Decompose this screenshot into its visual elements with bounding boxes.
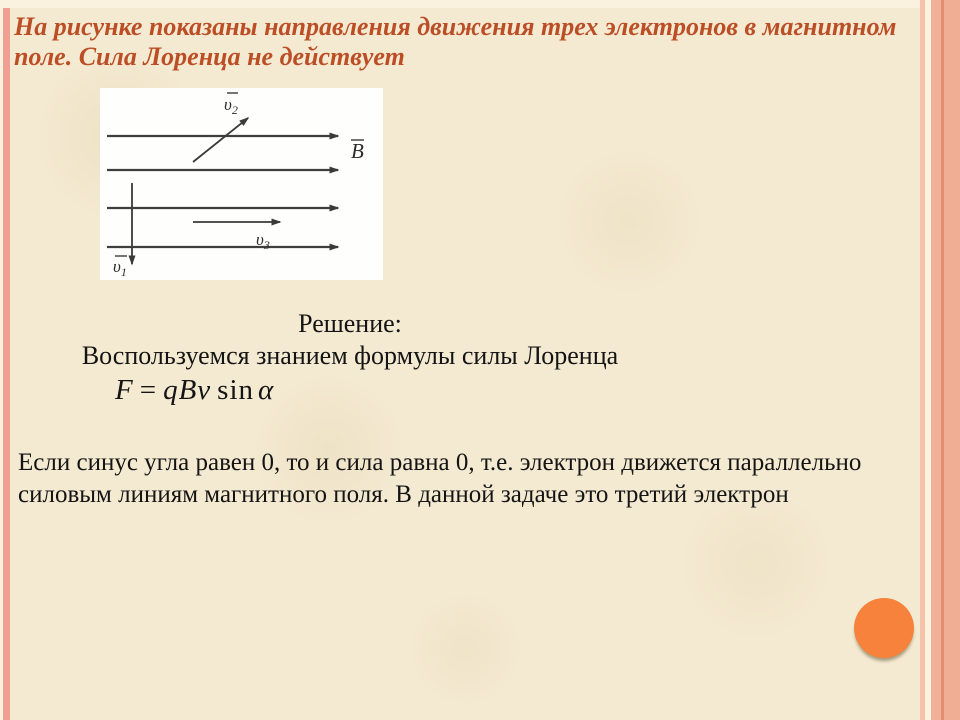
formula-lhs: F [115, 374, 134, 406]
formula-equals: = [139, 374, 158, 406]
explanation-line-1: Если синус угла равен 0, то и сила равна 0, т.е. электрон движется параллельно [18, 449, 862, 476]
solution-heading: Решение: [298, 309, 402, 338]
v1-label: $\upsilon_1$ [113, 257, 127, 279]
slide-title [14, 12, 920, 72]
solution-block [0, 308, 700, 372]
solution-intro: Воспользуемся знанием формулы силы Лоренца [81, 341, 619, 370]
explanation-paragraph [18, 447, 948, 510]
lorentz-force-formula [115, 374, 274, 407]
right-border-stripe-3 [931, 0, 941, 720]
formula-function: sin [217, 374, 255, 406]
v2-vector-arrow [193, 118, 248, 162]
field-lines [107, 136, 338, 247]
v2-label: $\upsilon_2$ [224, 95, 238, 117]
slide-title-line-1: На рисунке показаны направления движения трех электронов в магнитном [14, 12, 897, 41]
right-border-stripe-5 [944, 0, 960, 720]
slide-title-line-2: поле. Сила Лоренца не действует [14, 42, 405, 71]
explanation-line-2: силовым линиям магнитного поля. В данной задаче это третий электрон [18, 480, 789, 508]
b-field-label: B [351, 139, 364, 163]
vector-overbars [115, 93, 364, 256]
formula-product: qBv [163, 374, 212, 406]
magnetic-field-diagram [100, 88, 383, 280]
v3-label: $\upsilon_3$ [256, 230, 270, 252]
formula-argument: α [258, 374, 275, 406]
decorative-orange-circle [854, 598, 914, 658]
